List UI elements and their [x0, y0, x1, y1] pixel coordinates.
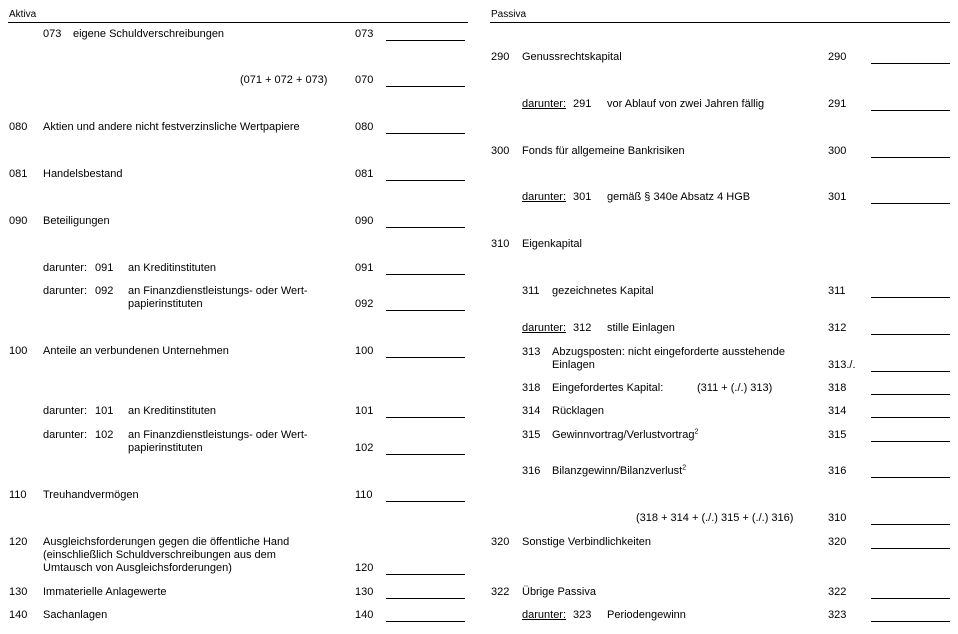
- aktiva-row-101-prefix: darunter:: [43, 405, 88, 417]
- passiva-row-300-num: 300: [491, 145, 510, 157]
- aktiva-row-092-entry-line[interactable]: [386, 310, 465, 311]
- aktiva-row-102-text-line-2: papierinstituten: [128, 442, 203, 454]
- aktiva-row-110-text: Treuhandvermögen: [43, 489, 139, 501]
- aktiva-header-rule: [8, 22, 468, 23]
- passiva-subtotal-310-code: 310: [828, 512, 847, 524]
- aktiva-row-081-num: 081: [9, 168, 28, 180]
- aktiva-row-081-entry-line[interactable]: [386, 180, 465, 181]
- passiva-row-291-text: vor Ablauf von zwei Jahren fällig: [607, 98, 765, 110]
- passiva-row-311-text: gezeichnetes Kapital: [552, 285, 654, 297]
- aktiva-subtotal-070-formula: (071 + 072 + 073): [240, 74, 328, 86]
- aktiva-row-102-entry-line[interactable]: [386, 454, 465, 455]
- aktiva-row-110-num: 110: [9, 489, 27, 501]
- passiva-row-318-text: Eingefordertes Kapital:: [552, 382, 664, 394]
- passiva-row-314-text: Rücklagen: [552, 405, 604, 417]
- passiva-row-311-code: 311: [828, 285, 846, 297]
- aktiva-row-140-code: 140: [355, 609, 374, 621]
- aktiva-row-081-text: Handelsbestand: [43, 168, 123, 180]
- aktiva-row-140-num: 140: [9, 609, 28, 621]
- passiva-row-313-code: 313./.: [828, 359, 856, 371]
- passiva-row-318-label: 318: [522, 382, 541, 394]
- aktiva-row-102-prefix: darunter:: [43, 429, 88, 441]
- passiva-row-301-prefix: darunter:: [522, 191, 567, 203]
- passiva-row-322-text: Übrige Passiva: [522, 586, 596, 598]
- aktiva-row-120-code: 120: [355, 562, 374, 574]
- aktiva-row-081-code: 081: [355, 168, 374, 180]
- passiva-row-323-label: 323: [573, 609, 592, 621]
- passiva-row-315-text: Gewinnvortrag/Verlustvortrag: [552, 429, 695, 441]
- passiva-row-318-formula: (311 + (./.) 313): [697, 382, 773, 394]
- passiva-row-311-entry-line[interactable]: [871, 297, 950, 298]
- passiva-row-322-entry-line[interactable]: [871, 598, 950, 599]
- aktiva-row-130-num: 130: [9, 586, 28, 598]
- aktiva-row-101-label: 101: [95, 405, 114, 417]
- aktiva-subtotal-070-entry-line[interactable]: [386, 86, 465, 87]
- aktiva-row-090-code: 090: [355, 215, 374, 227]
- passiva-row-320-entry-line[interactable]: [871, 548, 950, 549]
- aktiva-row-100-entry-line[interactable]: [386, 357, 465, 358]
- aktiva-row-091-prefix: darunter:: [43, 262, 88, 274]
- passiva-row-322-num: 322: [491, 586, 510, 598]
- passiva-row-318-code: 318: [828, 382, 847, 394]
- aktiva-row-130-entry-line[interactable]: [386, 598, 465, 599]
- passiva-row-320-code: 320: [828, 536, 847, 548]
- passiva-row-291-code: 291: [828, 98, 847, 110]
- passiva-row-301-label: 301: [573, 191, 592, 203]
- passiva-row-291-entry-line[interactable]: [871, 110, 950, 111]
- passiva-row-313-label: 313: [522, 346, 541, 358]
- aktiva-row-120-text-line-3: Umtausch von Ausgleichsforderungen): [43, 562, 232, 574]
- passiva-row-323-code: 323: [828, 609, 847, 621]
- passiva-header: Passiva: [491, 9, 527, 20]
- aktiva-row-100-num: 100: [9, 345, 28, 357]
- passiva-row-290-text: Genussrechtskapital: [522, 51, 622, 63]
- passiva-row-316-entry-line[interactable]: [871, 477, 950, 478]
- aktiva-row-092-code: 092: [355, 298, 374, 310]
- passiva-row-315-text-wrap: [552, 429, 698, 442]
- aktiva-row-102-code: 102: [355, 442, 374, 454]
- passiva-row-291-prefix: darunter:: [522, 98, 567, 110]
- passiva-header-rule: [490, 22, 950, 23]
- passiva-row-316-text: Bilanzgewinn/Bilanzverlust: [552, 465, 683, 477]
- aktiva-row-080-text: Aktien und andere nicht festverzinsliche Wertpapiere: [43, 121, 300, 133]
- aktiva-row-090-entry-line[interactable]: [386, 227, 465, 228]
- aktiva-row-080-code: 080: [355, 121, 374, 133]
- passiva-row-312-text: stille Einlagen: [607, 322, 675, 334]
- passiva-row-290-num: 290: [491, 51, 510, 63]
- passiva-row-291-label: 291: [573, 98, 592, 110]
- passiva-subtotal-310-formula: (318 + 314 + (./.) 315 + (./.) 316): [636, 512, 794, 524]
- passiva-row-311-label: 311: [522, 285, 540, 297]
- aktiva-row-073-text: eigene Schuldverschreibungen: [73, 28, 225, 40]
- passiva-row-323-text: Periodengewinn: [607, 609, 686, 621]
- passiva-row-312-label: 312: [573, 322, 592, 334]
- passiva-row-310-num: 310: [491, 238, 510, 250]
- aktiva-row-140-entry-line[interactable]: [386, 621, 465, 622]
- passiva-row-316-text-wrap: [552, 465, 686, 478]
- aktiva-row-102-text-line-1: an Finanzdienstleistungs- oder Wert-: [128, 429, 308, 441]
- passiva-row-316-label: 316: [522, 465, 541, 477]
- passiva-row-313-text-line-1: Abzugsposten: nicht eingeforderte ausstehende: [552, 346, 785, 358]
- aktiva-row-120-text-line-2: (einschließlich Schuldverschreibungen aus dem: [43, 549, 276, 561]
- aktiva-row-091-text: an Kreditinstituten: [128, 262, 217, 274]
- aktiva-row-080-num: 080: [9, 121, 28, 133]
- passiva-subtotal-310-entry-line[interactable]: [871, 524, 950, 525]
- passiva-row-312-code: 312: [828, 322, 847, 334]
- aktiva-row-102-label: 102: [95, 429, 114, 441]
- passiva-row-323-prefix: darunter:: [522, 609, 567, 621]
- passiva-row-318-entry-line[interactable]: [871, 394, 950, 395]
- aktiva-row-100-code: 100: [355, 345, 374, 357]
- aktiva-subtotal-070-code: 070: [355, 74, 374, 86]
- passiva-row-315-entry-line[interactable]: [871, 441, 950, 442]
- aktiva-row-092-text-line-1: an Finanzdienstleistungs- oder Wert-: [128, 285, 308, 297]
- aktiva-row-091-code: 091: [355, 262, 374, 274]
- aktiva-row-140-text: Sachanlagen: [43, 609, 108, 621]
- aktiva-row-080-entry-line[interactable]: [386, 133, 465, 134]
- aktiva-header: Aktiva: [9, 9, 37, 20]
- aktiva-row-101-code: 101: [355, 405, 374, 417]
- aktiva-row-130-code: 130: [355, 586, 374, 598]
- aktiva-row-091-entry-line[interactable]: [386, 274, 465, 275]
- passiva-row-300-entry-line[interactable]: [871, 157, 950, 158]
- passiva-row-314-code: 314: [828, 405, 847, 417]
- aktiva-row-120-text-line-1: Ausgleichsforderungen gegen die öffentliche Hand: [43, 536, 290, 548]
- passiva-row-320-text: Sonstige Verbindlichkeiten: [522, 536, 652, 548]
- passiva-row-310-text: Eigenkapital: [522, 238, 582, 250]
- passiva-row-290-code: 290: [828, 51, 847, 63]
- passiva-row-323-entry-line[interactable]: [871, 621, 950, 622]
- passiva-row-315-label: 315: [522, 429, 541, 441]
- passiva-row-301-code: 301: [828, 191, 847, 203]
- passiva-row-300-text: Fonds für allgemeine Bankrisiken: [522, 145, 685, 157]
- aktiva-row-110-entry-line[interactable]: [386, 501, 465, 502]
- passiva-row-315-code: 315: [828, 429, 847, 441]
- passiva-row-313-text-line-2: Einlagen: [552, 359, 595, 371]
- passiva-row-313-entry-line[interactable]: [871, 371, 950, 372]
- passiva-row-320-num: 320: [491, 536, 510, 548]
- passiva-row-312-prefix: darunter:: [522, 322, 567, 334]
- aktiva-row-092-text-line-2: papierinstituten: [128, 298, 203, 310]
- aktiva-row-101-text: an Kreditinstituten: [128, 405, 217, 417]
- aktiva-row-101-entry-line[interactable]: [386, 417, 465, 418]
- aktiva-row-120-entry-line[interactable]: [386, 574, 465, 575]
- aktiva-row-092-prefix: darunter:: [43, 285, 88, 297]
- passiva-row-301-entry-line[interactable]: [871, 203, 950, 204]
- aktiva-row-073-label: 073: [43, 28, 62, 40]
- passiva-row-300-code: 300: [828, 145, 847, 157]
- aktiva-row-100-text: Anteile an verbundenen Unternehmen: [43, 345, 229, 357]
- aktiva-row-110-code: 110: [355, 489, 373, 501]
- aktiva-row-073-entry-line[interactable]: [386, 40, 465, 41]
- aktiva-row-120-num: 120: [9, 536, 28, 548]
- passiva-row-312-entry-line[interactable]: [871, 334, 950, 335]
- aktiva-row-090-num: 090: [9, 215, 28, 227]
- aktiva-row-073-code: 073: [355, 28, 374, 40]
- aktiva-row-090-text: Beteiligungen: [43, 215, 110, 227]
- passiva-row-314-label: 314: [522, 405, 541, 417]
- aktiva-row-091-label: 091: [95, 262, 114, 274]
- passiva-row-314-entry-line[interactable]: [871, 417, 950, 418]
- aktiva-row-092-label: 092: [95, 285, 114, 297]
- passiva-row-315-footnote: 2: [694, 428, 699, 436]
- passiva-row-316-footnote: 2: [682, 464, 687, 472]
- aktiva-row-130-text: Immaterielle Anlagewerte: [43, 586, 167, 598]
- passiva-row-301-text: gemäß § 340e Absatz 4 HGB: [607, 191, 751, 203]
- passiva-row-322-code: 322: [828, 586, 847, 598]
- passiva-row-290-entry-line[interactable]: [871, 63, 950, 64]
- passiva-row-316-code: 316: [828, 465, 847, 477]
